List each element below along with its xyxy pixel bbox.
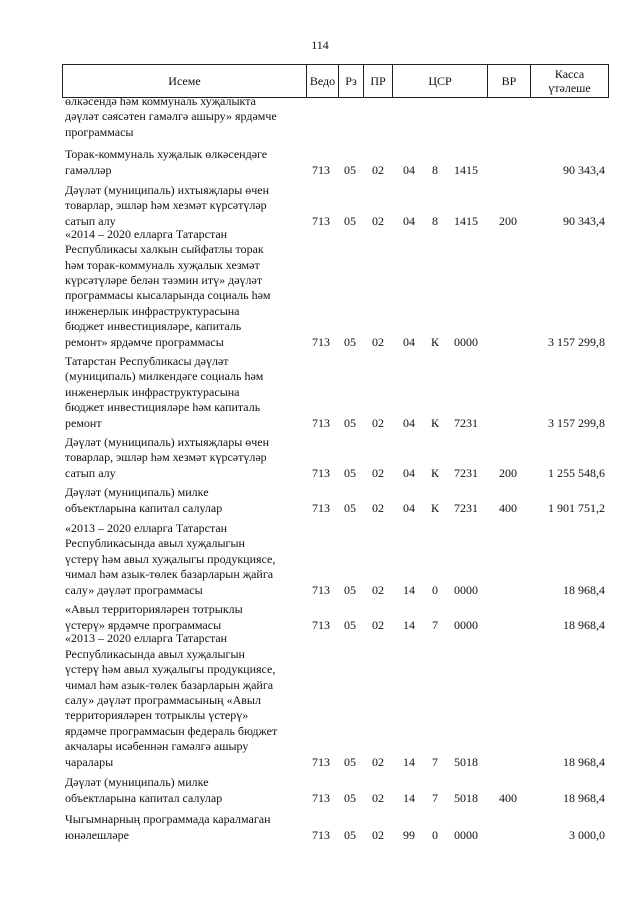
vedo-cell: 713 [312,582,330,597]
amount-cell: 18 968,4 [563,754,605,769]
table-row [62,182,609,229]
amount-cell: 90 343,4 [563,162,605,177]
table-row [62,631,609,770]
table-row [62,602,609,633]
row-description: «Авыл территорияләрен тотрыклы үстерү» ярдәмче программасы [65,602,243,632]
csr-part1-cell: 14 [403,790,415,805]
csr-part3-cell: 7231 [454,500,478,515]
vedo-cell: 713 [312,213,330,228]
csr-part1-cell: 04 [403,162,415,177]
csr-part1-cell: 04 [403,500,415,515]
rz-cell: 05 [344,827,356,842]
row-description: «2014 – 2020 елларга Татарстан Республикасы халкын сыйфатлы торак һәм торак-коммуналь хуҗалык хезмәт күрсәтүләре белән тәэмин итү» дәүләт программасы кысаларында социаль һәм инженерлык инфраструктурасына бюджет инвестицияләре, капиталь ремонт» ярдәмче программасы [65,226,271,349]
pr-cell: 02 [372,162,384,177]
vedo-cell: 713 [312,415,330,430]
csr-part2-cell: К [430,465,439,480]
page-number: 114 [311,38,329,52]
table-row [62,354,609,431]
csr-part3-cell: 1415 [454,213,478,228]
amount-cell: 1 255 548,6 [548,465,605,480]
vedo-cell: 713 [312,500,330,515]
csr-part3-cell: 7231 [454,415,478,430]
rz-cell: 05 [344,617,356,632]
vedo-cell: 713 [312,465,330,480]
rz-cell: 05 [344,500,356,515]
vr-cell: 400 [499,500,517,515]
vedo-cell: 713 [312,162,330,177]
csr-part2-cell: 7 [432,790,438,805]
vedo-cell: 713 [312,617,330,632]
table-row [62,435,609,481]
csr-part3-cell: 5018 [454,754,478,769]
vedo-cell: 713 [312,827,330,842]
csr-part3-cell: 0000 [454,617,478,632]
pr-cell: 02 [372,213,384,228]
header-rz: Рз [339,65,364,97]
csr-part1-cell: 14 [403,754,415,769]
csr-part3-cell: 0000 [454,334,478,349]
table-row [62,774,609,806]
csr-part1-cell: 14 [403,617,415,632]
csr-part1-cell: 04 [403,465,415,480]
csr-part3-cell: 0000 [454,582,478,597]
table-row [62,520,609,598]
csr-part2-cell: 7 [432,617,438,632]
row-description: Дәүләт (муниципаль) милке объектларына капитал салулар [65,775,223,805]
csr-part3-cell: 5018 [454,790,478,805]
table-row [62,142,609,178]
pr-cell: 02 [372,754,384,769]
rz-cell: 05 [344,790,356,805]
vedo-cell: 713 [312,754,330,769]
header-vedo: Ведо [307,65,339,97]
pr-cell: 02 [372,790,384,805]
row-description: Торак-коммуналь хуҗалык өлкәсендәге гамәлләр [65,147,268,177]
row-description: Чыгымнарның программада каралмаган юнәлешләре [65,812,271,842]
table-row [62,810,609,843]
amount-cell: 3 157 299,8 [548,415,605,430]
csr-part2-cell: 0 [432,582,438,597]
csr-part1-cell: 04 [403,213,415,228]
vr-cell: 400 [499,790,517,805]
pr-cell: 02 [372,334,384,349]
csr-part1-cell: 99 [403,827,415,842]
header-csr: ЦСР [393,65,488,97]
continuation-text: өлкәсендә һәм коммуналь хуҗалыкта дәүләт сәясәтен гамәлгә ашыру» ярдәмче программасы [65,93,277,139]
vr-cell: 200 [499,213,517,228]
csr-part2-cell: 8 [432,213,438,228]
row-description: Дәүләт (муниципаль) милке объектларына капитал салулар [65,485,223,515]
pr-cell: 02 [372,582,384,597]
csr-part1-cell: 14 [403,582,415,597]
continuation-row [62,93,609,140]
table-row [62,485,609,516]
table-row [62,226,609,350]
header-name: Исеме [63,65,307,97]
pr-cell: 02 [372,827,384,842]
rz-cell: 05 [344,162,356,177]
csr-part3-cell: 7231 [454,465,478,480]
vr-cell: 200 [499,465,517,480]
csr-part1-cell: 04 [403,334,415,349]
csr-part2-cell: 7 [432,754,438,769]
rz-cell: 05 [344,415,356,430]
amount-cell: 18 968,4 [563,582,605,597]
csr-part2-cell: К [430,415,439,430]
csr-part2-cell: К [430,500,439,515]
rz-cell: 05 [344,465,356,480]
rz-cell: 05 [344,754,356,769]
header-pr: ПР [364,65,393,97]
amount-cell: 90 343,4 [563,213,605,228]
csr-part2-cell: 0 [432,827,438,842]
row-description: Дәүләт (муниципаль) ихтыяҗлары өчен товарлар, эшләр һәм хезмәт күрсәтүләр сатып алу [65,434,270,480]
header-kassa: Касса үтәлеше [548,67,591,95]
amount-cell: 3 157 299,8 [548,334,605,349]
csr-part3-cell: 0000 [454,827,478,842]
csr-part2-cell: К [430,334,439,349]
vedo-cell: 713 [312,334,330,349]
vedo-cell: 713 [312,790,330,805]
csr-part1-cell: 04 [403,415,415,430]
row-description: Татарстан Республикасы дәүләт (муниципаль) милкендәге социаль һәм инженерлык инфраструктурасына бюджет инвестицияләре һәм капиталь ремонт [65,353,264,430]
amount-cell: 3 000,0 [569,827,605,842]
amount-cell: 18 968,4 [563,617,605,632]
csr-part2-cell: 8 [432,162,438,177]
pr-cell: 02 [372,415,384,430]
amount-cell: 1 901 751,2 [548,500,605,515]
rz-cell: 05 [344,334,356,349]
pr-cell: 02 [372,500,384,515]
amount-cell: 18 968,4 [563,790,605,805]
header-vr: ВР [488,65,531,97]
row-description: «2013 – 2020 елларга Татарстан Республикасында авыл хуҗалыгын үстерү һәм авыл хуҗалыгы продукциясе, чимал һәм азык-төлек базарларын җайга салу» дәүләт программасы [65,520,276,597]
row-description: Дәүләт (муниципаль) ихтыяҗлары өчен товарлар, эшләр һәм хезмәт күрсәтүләр сатып алу [65,182,270,228]
rz-cell: 05 [344,213,356,228]
pr-cell: 02 [372,465,384,480]
row-description: «2013 – 2020 елларга Татарстан Республикасында авыл хуҗалыгын үстерү һәм авыл хуҗалыгы продукциясе, чимал һәм азык-төлек базарларын җайга салу» дәүләт программасының «Авыл территорияләрен тотрыклы үстерү» ярдәмче программасын федераль бюджет акчалары исәбеннән гамәлгә ашыру чаралары [65,631,278,769]
csr-part3-cell: 1415 [454,162,478,177]
pr-cell: 02 [372,617,384,632]
rz-cell: 05 [344,582,356,597]
